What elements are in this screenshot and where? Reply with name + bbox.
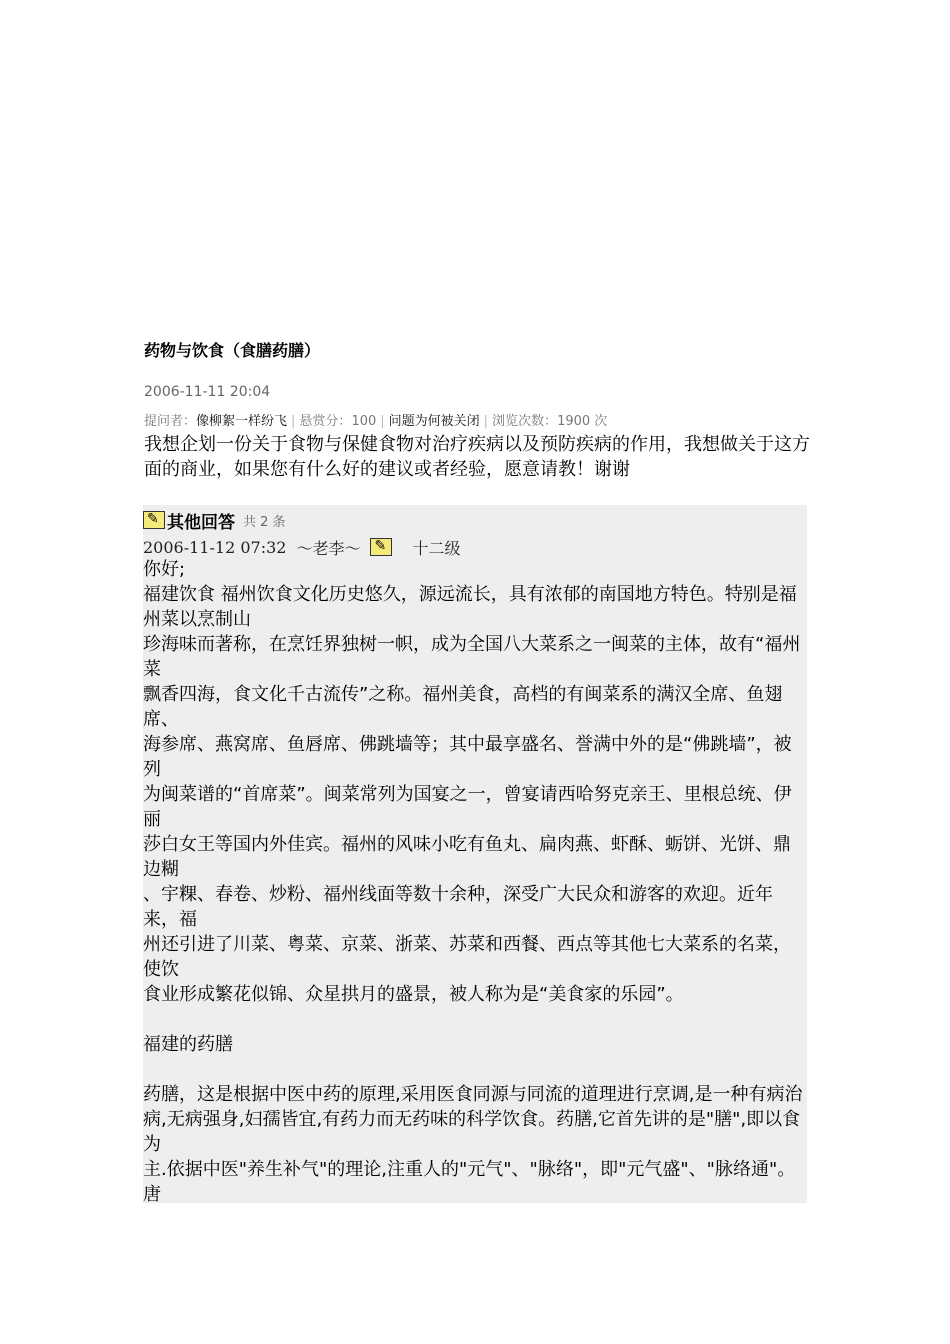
answer-paragraph: 州还引进了川菜、粤菜、京菜、浙菜、苏菜和西餐、西点等其他七大菜系的名菜，使饮 (143, 934, 791, 980)
answer-meta (143, 535, 460, 559)
answer-paragraph: 珍海味而著称，在烹饪界独树一帜，成为全国八大菜系之一闽菜的主体，故有“福州菜 (143, 634, 801, 680)
closed-reason-link[interactable]: 问题为何被关闭 (388, 414, 480, 429)
reward-value: 100 (351, 414, 377, 429)
other-answers-count: 共 2 条 (243, 514, 286, 530)
answer-paragraph: 莎白女王等国内外佳宾。福州的风味小吃有鱼丸、扁肉燕、虾酥、蛎饼、光饼、鼎边糊 (143, 834, 791, 880)
other-answers-panel (143, 505, 807, 1203)
question-body: 我想企划一份关于食物与保健食物对治疗疾病以及预防疾病的作用，我想做关于这方面的商业，如果您有什么好的建议或者经验，愿意请教！谢谢 (144, 434, 810, 480)
answer-paragraph: 药膳，这是根据中医中药的原理,采用医食同源与同流的道理进行烹调,是一种有病治病,无病强身,妇孺皆宜,有药力而无药味的科学饮食。药膳,它首先讲的是"膳",即以食为 (143, 1084, 803, 1155)
answer-datetime: 2006-11-12 07:32 (143, 537, 287, 557)
question-date: 2006-11-11 20:04 (144, 384, 271, 400)
answer-paragraph: 你好; (143, 559, 186, 580)
blank-line (143, 1007, 807, 1032)
answer-paragraph: 飘香四海，食文化千古流传”之称。福州美食，高档的有闽菜系的满汉全席、鱼翅席、 (143, 684, 783, 730)
views-label: 浏览次数： (492, 414, 558, 429)
views-value: 1900 次 (557, 414, 608, 429)
blank-line (143, 1057, 807, 1082)
reward-label: 悬赏分： (299, 414, 352, 429)
divider: | (291, 414, 296, 429)
answer-paragraph: 为闽菜谱的“首席菜”。闽菜常列为国宴之一，曾宴请西哈努克亲王、里根总统、伊丽 (143, 784, 792, 830)
answer-paragraph: 食业形成繁花似锦、众星拱月的盛景，被人称为是“美食家的乐园”。 (143, 984, 684, 1005)
other-answers-title: 其他回答 (167, 512, 235, 533)
answer-paragraph: 福建饮食 福州饮食文化历史悠久，源远流长，具有浓郁的南国地方特色。特别是福州菜以烹制山 (143, 584, 797, 630)
question-title: 药物与饮食（食膳药膳） (144, 341, 321, 360)
answer-paragraph: 主.依据中医"养生补气"的理论,注重人的"元气"、"脉络"，即"元气盛"、"脉络通"。唐 (143, 1159, 796, 1205)
answer-paragraph: 海参席、燕窝席、鱼唇席、佛跳墙等；其中最享盛名、誉满中外的是“佛跳墙”，被列 (143, 734, 792, 780)
question-meta (144, 410, 607, 429)
answer-paragraph: 福建的药膳 (143, 1034, 233, 1055)
divider: | (483, 414, 489, 429)
answer-level: 十二级 (412, 538, 461, 558)
asker-link[interactable]: 像柳絮一样纷飞 (196, 414, 288, 429)
divider: | (380, 414, 385, 429)
edit-icon (143, 511, 165, 529)
edit-icon (370, 538, 392, 556)
answer-body (143, 557, 807, 1207)
answer-paragraph: 、宇粿、春卷、炒粉、福州线面等数十余种，深受广大民众和游客的欢迎。近年来，福 (143, 884, 773, 930)
other-answers-header (143, 507, 286, 533)
answer-author[interactable]: ～老李～ (296, 538, 361, 558)
asker-label: 提问者： (144, 414, 197, 429)
